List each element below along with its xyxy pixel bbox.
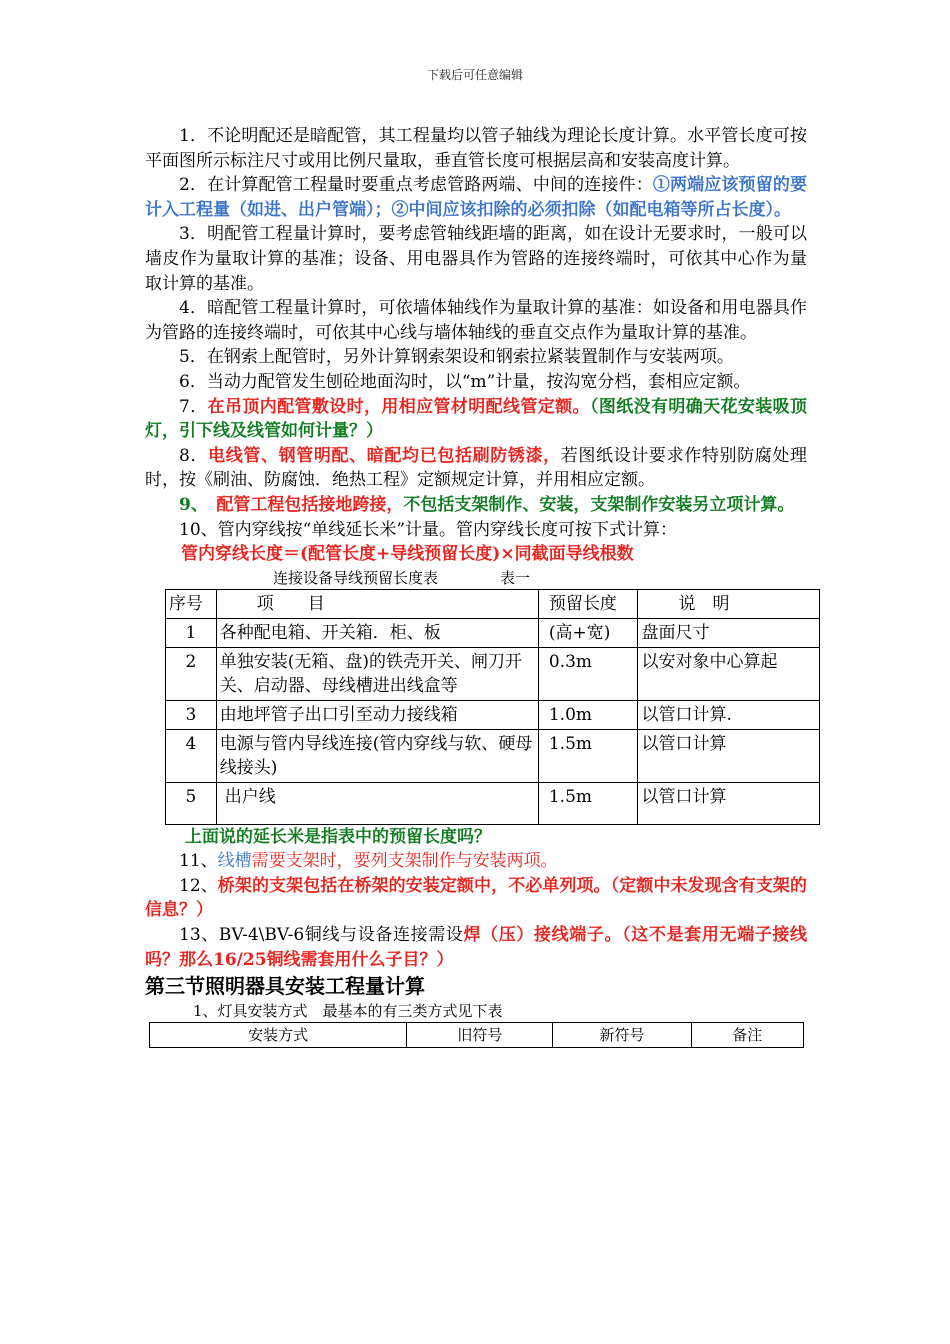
paragraph-4: 4．暗配管工程量计算时，可依墙体轴线作为量取计算的基准：如设备和用电器具作为管路的连接终端时，可依其中心线与墙体轴线的垂直交点作为量取计算的基准。 (145, 298, 807, 343)
table-cell: 以安对象中心算起 (638, 647, 820, 700)
paragraph-9-rule: 配管工程包括接地跨接， (216, 494, 404, 515)
paragraph-13 (145, 923, 807, 972)
table1-header-row (166, 589, 820, 618)
question-1: 上面说的延长米是指表中的预留长度吗？ (185, 826, 491, 847)
table1-header-index: 序号 (166, 589, 217, 618)
table2-header-new: 新符号 (553, 1023, 691, 1048)
paragraph-6: 6．当动力配管发生刨砼地面沟时，以“m”计量，按沟宽分档，套相应定额。 (179, 371, 751, 392)
paragraph-11-term: 线槽 (217, 851, 252, 872)
table-cell: 盘面尺寸 (638, 618, 820, 647)
paragraph-13-rest: 焊（压）接线端子。（这不是套用无端子接线吗？那么16/25铜线需套用什么子目？） (145, 925, 807, 970)
lamp-install-table (149, 1022, 804, 1048)
table-row (166, 647, 820, 700)
table-cell: 5 (166, 782, 217, 824)
table-row (166, 782, 820, 824)
table-cell: 单独安装(无箱、盘)的铁壳开关、闸刀开关、启动器、母线槽进出线盒等 (216, 647, 538, 700)
table-cell: 出户线 (216, 782, 538, 824)
paragraph-8-rest: 若图纸设计要求作特别防腐处理时，按《刷油、防腐蚀．绝热工程》定额规定计算，并用相应定额。 (145, 445, 808, 491)
table-cell: 0.3m (538, 647, 638, 700)
table-row (166, 618, 820, 647)
paragraph-8-rule: 电线管、钢管明配、暗配均已包括刷防锈漆， (208, 445, 561, 466)
table2-header-old: 旧符号 (407, 1023, 553, 1048)
table-cell: 以管口计算 (638, 782, 820, 824)
paragraph-3: 3．明配管工程量计算时，要考虑管轴线距墙的距离，如在设计无要求时，一般可以墙皮作为量取计算的基准；设备、用电器具作为管路的连接终端时，可依其中心作为量取计算的基准。 (145, 224, 807, 294)
paragraph-12 (145, 874, 807, 923)
table1-number: 表一 (500, 568, 531, 587)
table-cell: 以管口计算. (638, 700, 820, 729)
paragraph-12-rest: 桥架的支架包括在桥架的安装定额中，不必单列项。（定额中未发现含有支架的信息？） (145, 875, 807, 921)
paragraph-7-rule: 在吊顶内配管敷设时，用相应管材明配线管定额。 (207, 396, 590, 417)
paragraph-1: 1．不论明配还是暗配管，其工程量均以管子轴线为理论长度计算。水平管长度可按平面图所示标注尺寸或用比例尺量取，垂直管长度可根据层高和安装高度计算。 (145, 126, 807, 171)
table-cell: 2 (166, 647, 217, 700)
table1-header-note: 说 明 (638, 589, 820, 618)
paragraph-8 (145, 444, 807, 493)
paragraph-9 (145, 493, 807, 518)
table2-header-row (150, 1023, 804, 1048)
paragraph-2 (145, 173, 807, 222)
table1-header-length: 预留长度 (538, 589, 638, 618)
paragraph-9-num: 9、 (179, 494, 200, 515)
paragraph-7-question: （图纸没有明确天花安装吸顶灯，引下线及线管如何计量？） (145, 396, 807, 442)
table1-title: 连接设备导线预留长度表 (273, 568, 439, 587)
section-intro: 1、灯具安装方式 最基本的有三类方式见下表 (193, 1002, 503, 1021)
paragraph-11-num: 11、 (179, 851, 218, 872)
table-cell: 各种配电箱、开关箱．柜、板 (216, 618, 538, 647)
paragraph-11-rest: 需要支架时，要列支架制作与安装两项。 (251, 851, 558, 872)
table-cell: 电源与管内导线连接(管内穿线与软、硬母线接头) (216, 729, 538, 782)
section-title: 第三节照明器具安装工程量计算 (145, 974, 425, 999)
paragraph-11 (145, 849, 807, 874)
table-cell: 1 (166, 618, 217, 647)
table-cell: 1.5m (538, 782, 638, 824)
table-cell: 1.0m (538, 700, 638, 729)
paragraph-2-highlight: ①两端应该预留的要计入工程量（如进、出户管端）；②中间应该扣除的必须扣除（如配电箱等所占长度）。 (145, 175, 807, 220)
table1-header-item: 项 目 (216, 589, 538, 618)
paragraph-9-rest: 不包括支架制作、安装，支架制作安装另立项计算。 (403, 494, 795, 515)
table2-header-method: 安装方式 (150, 1023, 407, 1048)
table1-caption (273, 567, 807, 589)
paragraph-7-num: 7． (179, 396, 208, 417)
table-cell: 由地坪管子出口引至动力接线箱 (216, 700, 538, 729)
reserved-length-table (165, 589, 820, 825)
document-body (145, 124, 807, 1048)
table-cell: 1.5m (538, 729, 638, 782)
paragraph-10: 10、管内穿线按“单线延长米”计量。管内穿线长度可按下式计算： (179, 519, 678, 540)
table2-header-note: 备注 (691, 1023, 803, 1048)
table-row (166, 700, 820, 729)
paragraph-2-intro: 2．在计算配管工程量时要重点考虑管路两端、中间的连接件： (179, 175, 653, 196)
table-cell: 以管口计算 (638, 729, 820, 782)
table-cell: 3 (166, 700, 217, 729)
page-header: 下载后可任意编辑 (426, 68, 523, 82)
paragraph-13-intro: 13、BV-4\BV-6铜线与设备连接需设 (179, 925, 464, 946)
formula: 管内穿线长度＝(配管长度+导线预留长度)×同截面导线根数 (181, 544, 634, 565)
paragraph-8-num: 8． (179, 445, 209, 466)
table-cell: (高+宽) (538, 618, 638, 647)
paragraph-7 (145, 395, 807, 444)
table-row (166, 729, 820, 782)
paragraph-5: 5．在钢索上配管时，另外计算钢索架设和钢索拉紧装置制作与安装两项。 (179, 347, 734, 368)
table-cell: 4 (166, 729, 217, 782)
paragraph-12-num: 12、 (179, 875, 218, 896)
